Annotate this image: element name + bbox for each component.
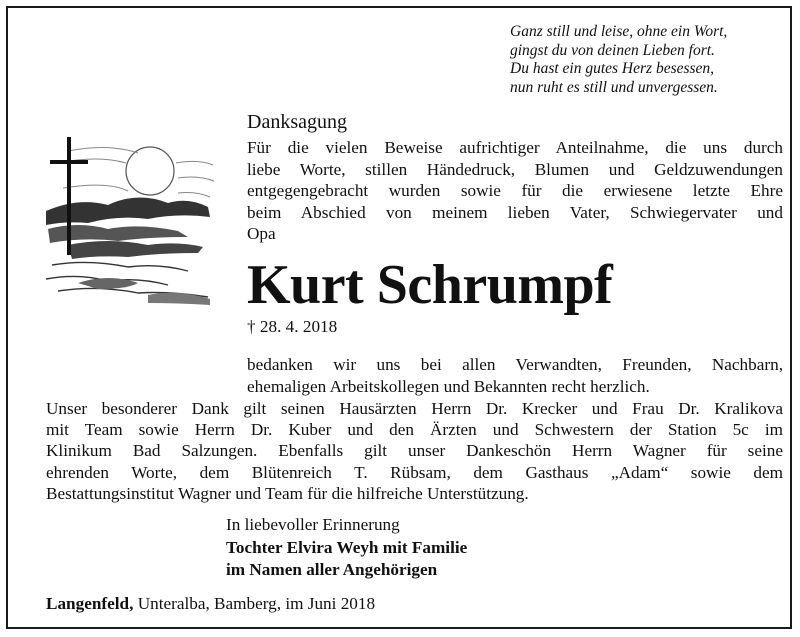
cross-landscape-icon [38, 133, 216, 308]
poem-line: Du hast ein gutes Herz besessen, [510, 60, 715, 77]
poem-line: gingst du von deinen Lieben fort. [510, 41, 715, 59]
poem [510, 23, 780, 97]
special-line: Bestattungsinstitut Wagner und Team für die hilfreiche Unterstützung. [46, 483, 529, 503]
special-line: mit Team sowie Herrn Dr. Kuber und den Ärzten und Schwestern der Station 5c im [46, 420, 783, 440]
place-rest: Unteralba, Bamberg, im Juni 2018 [133, 594, 376, 613]
family-line: Tochter Elvira Weyh mit Familie [226, 538, 468, 557]
intro-line: beim Abschied von meinem lieben Vater, Schwiegervater und [247, 202, 783, 222]
place-name: Langenfeld, [46, 594, 134, 613]
family-line: im Namen aller Angehörigen [226, 559, 438, 579]
intro-text [247, 137, 783, 245]
deceased-name: Kurt Schrumpf [247, 254, 613, 316]
place-date [46, 593, 375, 615]
family-signature [226, 537, 467, 580]
thanks-line: ehemaligen Arbeitskollegen und Bekannten recht herzlich. [247, 376, 650, 396]
special-line: Klinikum Bad Salzungen. Ebenfalls gilt unser Dankeschön Herrn Wagner für seine [46, 441, 783, 461]
heading: Danksagung [247, 111, 347, 133]
intro-line: entgegengebracht wurden sowie für die erwiesene letzte Ehre [247, 181, 783, 200]
intro-line: liebe Worte, stillen Händedruck, Blumen und Geldzuwendungen [247, 159, 783, 179]
poem-line: Ganz still und leise, ohne ein Wort, [510, 23, 728, 40]
special-line: Unser besonderer Dank gilt seinen Hausärzten Herrn Dr. Krecker und Frau Dr. Kralikova [46, 399, 783, 418]
thanks-text [247, 354, 783, 397]
death-date: † 28. 4. 2018 [247, 317, 338, 336]
poem-line: nun ruht es still und unvergessen. [510, 78, 718, 96]
intro-line: Opa [247, 224, 276, 243]
memory-line: In liebevoller Erinnerung [226, 515, 400, 534]
intro-line: Für die vielen Beweise aufrichtiger Anteilnahme, die uns durch [247, 138, 783, 157]
thanks-line: bedanken wir uns bei allen Verwandten, Freunden, Nachbarn, [247, 355, 783, 374]
special-thanks [46, 398, 783, 504]
special-line: ehrenden Worte, dem Blütenreich T. Rübsam, dem Gasthaus „Adam“ sowie dem [46, 462, 783, 482]
